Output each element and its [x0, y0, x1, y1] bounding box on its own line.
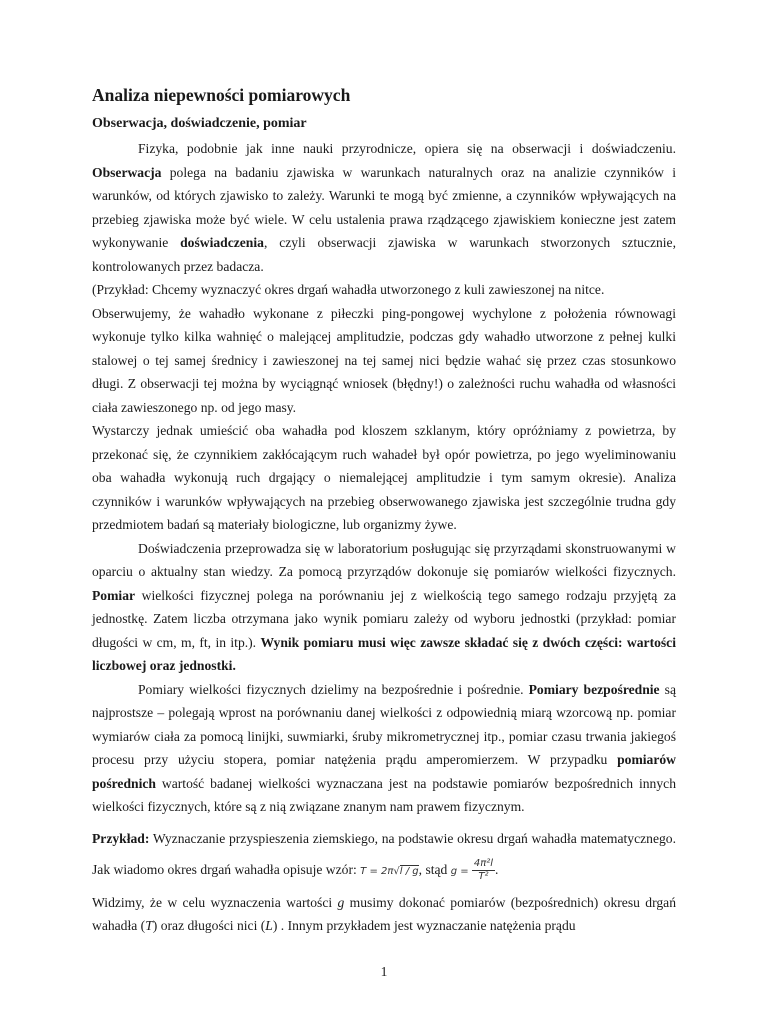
period-formula: T = 2π√l / g: [360, 865, 419, 877]
paragraph-measurement-types: Pomiary wielkości fizycznych dzielimy na bezpośrednie i pośrednie. Pomiary bezpośrednie są najprostsze – polegają wprost na porównaniu danej wielkości z odpowiednią miarą wzorcową np. pomiar wymiarów ciała za pomocą linijki, suwmiarki, śruby mikrometrycznej itp., pomiar czasu trwania jakiegoś procesu przy użyciu stopera, pomiar natężenia prądu amperomierzem. W przypadku pomiarów pośrednich wartość badanej wielkości wyznaczana jest na podstawie pomiarów bezpośrednich innych wielkości fizycznych, które są z nią związane znanym nam prawem fizycznym.: [92, 681, 676, 814]
document-title: Analiza niepewności pomiarowych: [92, 85, 351, 105]
term-observation: Obserwacja: [92, 164, 162, 180]
term-measurement: Pomiar: [92, 587, 136, 603]
gravity-fraction: $\frac{\text{4π²l}}{\text{T²}}$: [473, 858, 493, 882]
paragraph-pendulum-observation: Obserwujemy, że wahadło wykonane z piłeczki ping-pongowej wychylone z położenia równowagi wykonuje tylko kilka wahnięć o malejącej amplitudzie, podczas gdy wahadło utworzone z pełnej kulki stalowej o tej samej średnicy i zawieszonej na tej samej nici będzie wahać się przez czas stosunkowo długi. Z obserwacji tej można by wyciągnąć wniosek (błędny!) o zależności ruchu wahadła od własności ciała zawieszonego np. od jego masy.: [92, 305, 676, 415]
paragraph-measurement: Doświadczenia przeprowadza się w laboratorium posługując się przyrządami skonstruowanymi w oparciu o aktualny stan wiedzy. Za pomocą przyrządów dokonuje się pomiarów wielkości fizycznych. Pomiar wielkości fizycznej polega na porównaniu jej z wielkością tego samego rodzaju przyjętą za jednostkę. Zatem liczba otrzymana jako wynik pomiaru zależy od wyboru jednostki (przykład: pomiar długości w cm, m, ft, in itp.). Wynik pomiaru musi więc zawsze składać się z dwóch części: wartości liczbowej oraz jednostki.: [92, 540, 676, 673]
example-label: Przykład:: [92, 830, 150, 846]
term-experiment: doświadczenia: [180, 235, 264, 250]
document-page: [92, 84, 676, 938]
paragraph-vacuum-experiment: Wystarczy jednak umieścić oba wahadła pod kloszem szklanym, który opróżniamy z powietrza, by przekonać się, że czynnikiem zakłócającym ruch wahadeł był opór powietrza, po jego wyeliminowaniu oba wahadła wykonują ruch drgający o niemalejącej amplitudzie i tym samym okresie). Analiza czynników i warunków wpływających na przebieg obserwowanego zjawiska jest szczególnie trudna gdy przedmiotem badań są materiały biologiczne, lub organizmy żywe.: [92, 423, 676, 532]
page-number: 1: [380, 964, 388, 979]
term-direct-measurements: Pomiary bezpośrednie: [528, 681, 660, 697]
paragraph-conclusion: Widzimy, że w celu wyznaczenia wartości g musimy dokonać pomiarów (bezpośrednich) okresu drgań wahadła (T) oraz długości nici (L) . Innym przykładem jest wyznaczanie natężenia prądu: [92, 894, 676, 933]
paragraph-example-intro: (Przykład: Chcemy wyznaczyć okres drgań wahadła utworzonego z kuli zawieszonej na nitce.: [92, 282, 605, 297]
gravity-formula: g = $\frac{\text{4π²l}}{\text{T²}}$: [450, 858, 493, 882]
section-heading: Obserwacja, doświadczenie, pomiar: [92, 116, 307, 131]
measurement-result-rule: Wynik pomiaru musi więc zawsze składać się z dwóch części: wartości liczbowej oraz jednostki.: [92, 634, 676, 673]
paragraph-gravity-example: Przykład: Wyznaczanie przyspieszenia ziemskiego, na podstawie okresu drgań wahadła matematycznego. Jak wiadomo okres drgań wahadła opisuje wzór: T = 2π√l / g, stąd g = $\frac{\text{4π²l}}{\text{T²}}$ .: [92, 830, 676, 882]
paragraph-observation: Fizyka, podobnie jak inne nauki przyrodnicze, opiera się na obserwacji i doświadczeniu. Obserwacja polega na badaniu zjawiska w warunkach naturalnych oraz na analizie czynników i warunków, od których zjawisko to zależy. Warunki te mogą być zmienne, a czynników wpływających na przebieg zjawiska może być wiele. W celu ustalenia prawa rządzącego zjawiskiem konieczne jest zatem wykonywanie doświadczenia, czyli obserwacji zjawiska w warunkach stworzonych sztucznie, kontrolowanych przez badacza.: [92, 141, 676, 274]
term-indirect-measurements: pomiarów pośrednich: [92, 752, 676, 791]
